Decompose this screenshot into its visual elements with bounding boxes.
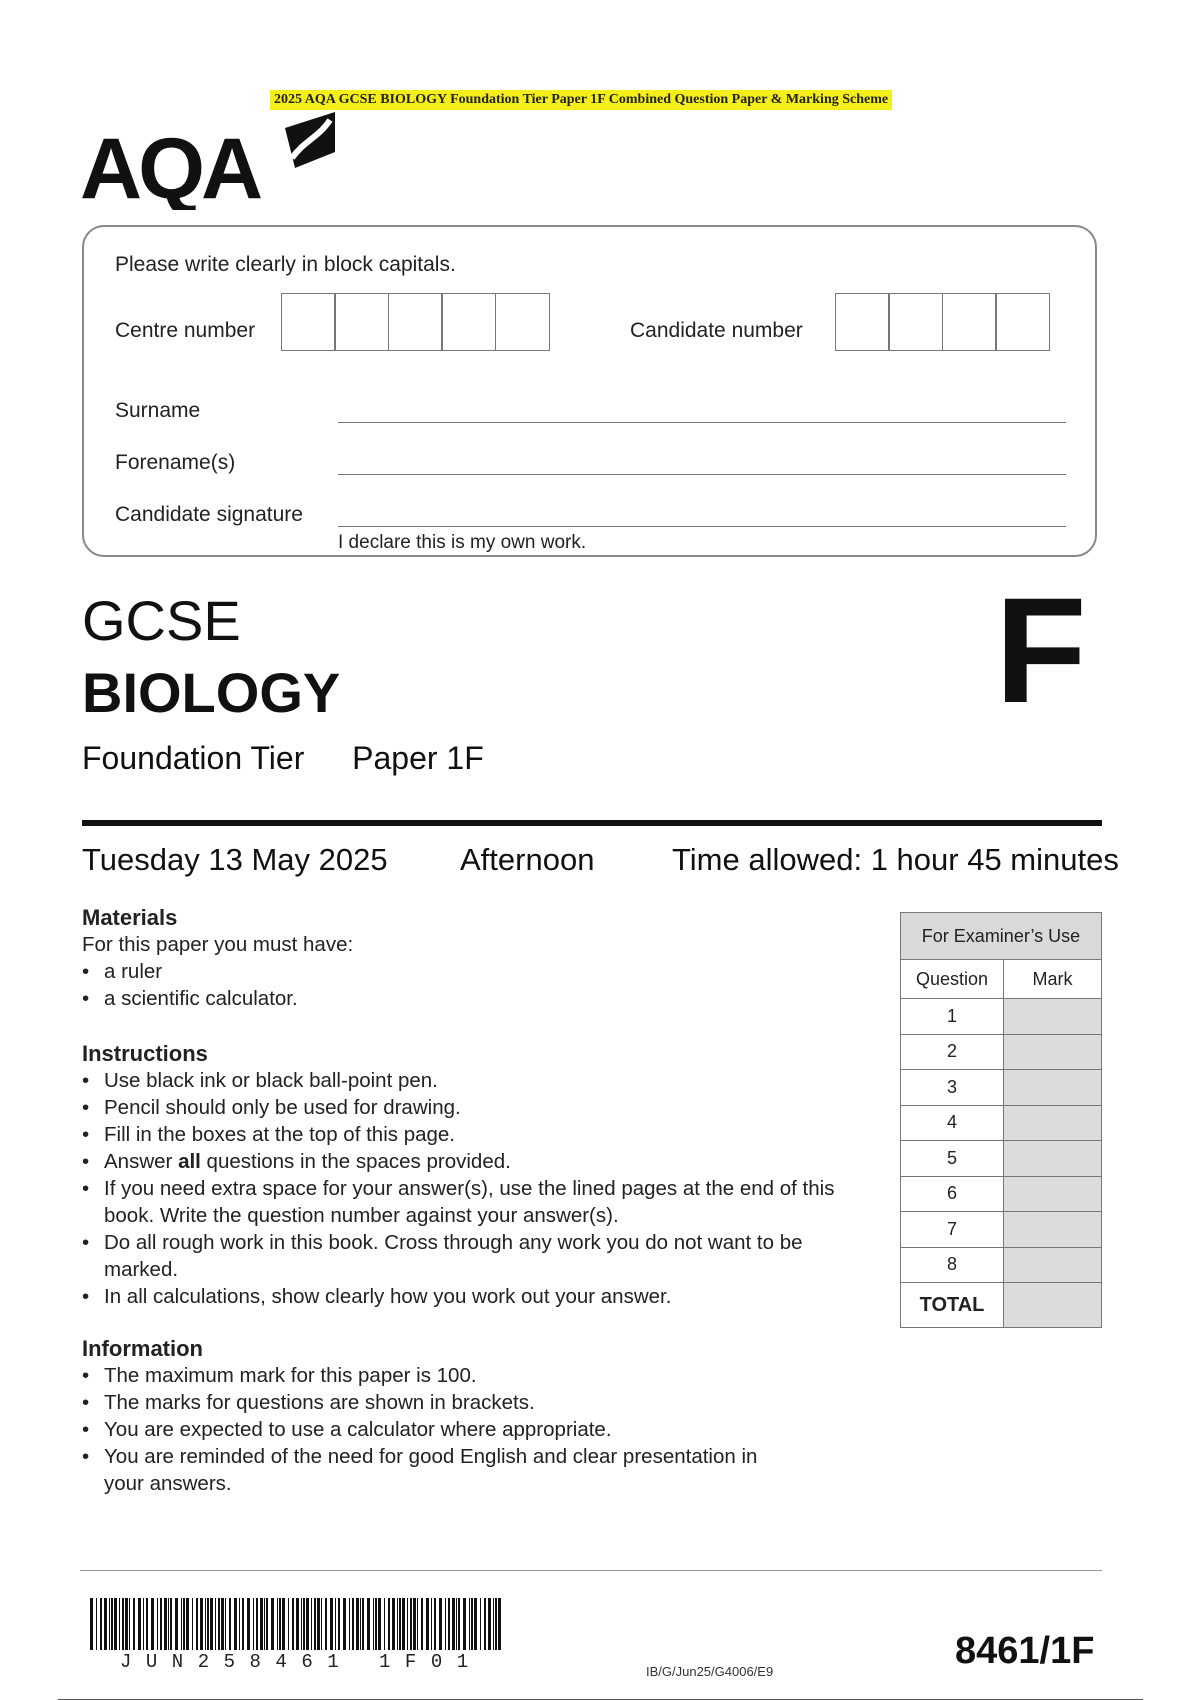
instruction-item: • Pencil should only be used for drawing. <box>82 1094 862 1121</box>
candidate-digit-box[interactable] <box>995 293 1050 351</box>
paper-label: Paper 1F <box>352 740 484 776</box>
footer-divider <box>80 1570 1102 1571</box>
information-heading: Information <box>82 1336 203 1361</box>
document-reference: IB/G/Jun25/G4006/E9 <box>646 1664 774 1679</box>
mark-cell <box>1004 1141 1102 1177</box>
question-number: 6 <box>901 1176 1004 1212</box>
total-mark-cell <box>1004 1283 1102 1328</box>
information-item: • You are reminded of the need for good English and clear presentation in your answers. <box>82 1443 794 1497</box>
mark-cell <box>1004 1176 1102 1212</box>
mark-cell <box>1004 1212 1102 1248</box>
forename-label: Forename(s) <box>115 451 236 474</box>
barcode <box>90 1598 502 1650</box>
forename-line[interactable] <box>338 474 1066 475</box>
paper-code: 8461/1F <box>955 1630 1095 1672</box>
mark-cell <box>1004 999 1102 1035</box>
information-section <box>82 1336 822 1497</box>
centre-number-label: Centre number <box>115 319 256 342</box>
instruction-item: • If you need extra space for your answer(s), use the lined pages at the end of this book. Write the question number against your answer(s). <box>82 1175 862 1229</box>
tier-letter: F <box>995 566 1087 734</box>
question-number: 3 <box>901 1070 1004 1106</box>
instruction-item: • Use black ink or black ball-point pen. <box>82 1067 862 1094</box>
centre-digit-box[interactable] <box>334 293 389 351</box>
signature-line[interactable] <box>338 526 1066 527</box>
instruction-item: • In all calculations, show clearly how you work out your answer. <box>82 1283 862 1310</box>
mark-cell <box>1004 1105 1102 1141</box>
signature-label: Candidate signature <box>115 503 303 526</box>
materials-item: • a scientific calculator. <box>82 985 882 1012</box>
instruction-item: • Answer all questions in the spaces provided. <box>82 1148 862 1175</box>
question-number: 4 <box>901 1105 1004 1141</box>
materials-section <box>82 905 882 1012</box>
instruction-item: • Fill in the boxes at the top of this page. <box>82 1121 862 1148</box>
time-allowed: Time allowed: 1 hour 45 minutes <box>672 842 1119 877</box>
instruction-item: • Do all rough work in this book. Cross through any work you do not want to be marked. <box>82 1229 844 1283</box>
svg-text:AQA: AQA <box>80 121 260 210</box>
question-number: 7 <box>901 1212 1004 1248</box>
materials-item: • a ruler <box>82 958 882 985</box>
mark-column-header: Mark <box>1004 960 1102 999</box>
centre-digit-box[interactable] <box>281 293 336 351</box>
centre-digit-box[interactable] <box>495 293 550 351</box>
title-divider <box>82 820 1102 826</box>
exam-date: Tuesday 13 May 2025 <box>82 842 388 877</box>
materials-heading: Materials <box>82 905 178 930</box>
block-capitals-instruction: Please write clearly in block capitals. <box>115 253 456 276</box>
candidate-digit-box[interactable] <box>942 293 997 351</box>
materials-intro: For this paper you must have: <box>82 933 354 956</box>
information-item: • The marks for questions are shown in brackets. <box>82 1389 822 1416</box>
tier-label: Foundation Tier <box>82 740 305 776</box>
candidate-digit-box[interactable] <box>888 293 943 351</box>
tier-paper-line <box>82 740 484 777</box>
candidate-digit-box[interactable] <box>835 293 890 351</box>
information-item: • You are expected to use a calculator where appropriate. <box>82 1416 822 1443</box>
mark-cell <box>1004 1070 1102 1106</box>
question-number: 1 <box>901 999 1004 1035</box>
document-banner: 2025 AQA GCSE BIOLOGY Foundation Tier Paper 1F Combined Question Paper & Marking Scheme <box>270 90 892 110</box>
barcode-text: JUN258461 1F01 <box>120 1651 483 1673</box>
subject-title: BIOLOGY <box>82 661 341 724</box>
candidate-number-label: Candidate number <box>630 319 803 342</box>
instructions-section <box>82 1041 862 1310</box>
aqa-logo <box>80 110 350 210</box>
declaration-text: I declare this is my own work. <box>338 532 587 553</box>
instructions-heading: Instructions <box>82 1041 208 1066</box>
centre-number-boxes[interactable] <box>282 293 550 351</box>
surname-line[interactable] <box>338 422 1066 423</box>
total-label: TOTAL <box>901 1283 1004 1328</box>
surname-label: Surname <box>115 399 201 422</box>
exam-session: Afternoon <box>460 842 595 877</box>
examiner-table-heading: For Examiner’s Use <box>901 913 1102 960</box>
question-number: 8 <box>901 1247 1004 1283</box>
mark-cell <box>1004 1247 1102 1283</box>
centre-digit-box[interactable] <box>388 293 443 351</box>
question-column-header: Question <box>901 960 1004 999</box>
mark-cell <box>1004 1034 1102 1070</box>
question-number: 5 <box>901 1141 1004 1177</box>
centre-digit-box[interactable] <box>441 293 496 351</box>
information-item: • The maximum mark for this paper is 100. <box>82 1362 822 1389</box>
question-number: 2 <box>901 1034 1004 1070</box>
qualification-title: GCSE <box>82 589 241 652</box>
candidate-number-boxes[interactable] <box>836 293 1050 351</box>
examiners-use-table <box>900 912 1102 1328</box>
